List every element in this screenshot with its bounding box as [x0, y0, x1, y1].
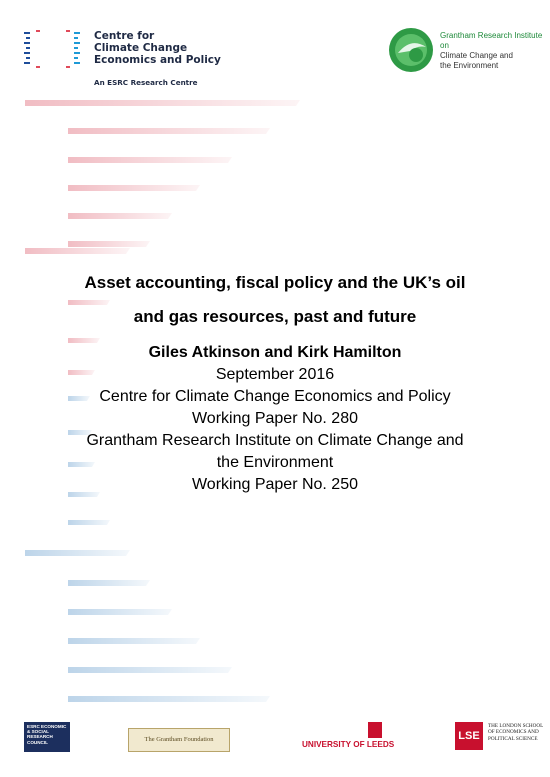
cccep-logo-icon: [22, 28, 84, 70]
date: September 2016: [215, 366, 335, 383]
cccep-name-line3: Economics and Policy: [94, 54, 221, 66]
series1-name: Centre for Climate Change Economics and Policy: [99, 388, 451, 405]
cccep-name-line2: Climate Change: [94, 42, 188, 54]
grantham-foundation-logo: The Grantham Foundation: [128, 728, 230, 752]
title-line2: and gas resources, past and future: [133, 307, 417, 326]
authors: Giles Atkinson and Kirk Hamilton: [148, 344, 402, 361]
cccep-name: [94, 30, 221, 66]
document-body: [0, 266, 550, 496]
series2-name-line1: Grantham Research Institute on Climate Change and: [86, 432, 464, 449]
grantham-logo-icon: [388, 27, 434, 73]
lse-name: THE LONDON SCHOOL OF ECONOMICS AND POLITICAL SCIENCE: [488, 723, 544, 742]
grantham-name-line3: the Environment: [440, 61, 499, 70]
leeds-crest-icon: [368, 722, 382, 738]
title-line1: Asset accounting, fiscal policy and the UK’s oil: [84, 273, 466, 292]
series2-name-line2: the Environment: [216, 454, 334, 471]
series1-number: Working Paper No. 280: [191, 410, 358, 427]
grantham-name-line1: Grantham Research Institute on: [440, 31, 543, 50]
cccep-name-line1: Centre for: [94, 30, 155, 42]
cccep-subtitle: An ESRC Research Centre: [94, 78, 198, 87]
grantham-name: [440, 31, 550, 71]
leeds-logo: UNIVERSITY OF LEEDS: [302, 740, 395, 749]
lse-logo: LSE: [455, 722, 483, 750]
grantham-name-line2: Climate Change and: [440, 51, 513, 60]
esrc-logo: ESRC ECONOMIC & SOCIAL RESEARCH COUNCIL: [24, 722, 70, 752]
series2-number: Working Paper No. 250: [191, 476, 358, 493]
